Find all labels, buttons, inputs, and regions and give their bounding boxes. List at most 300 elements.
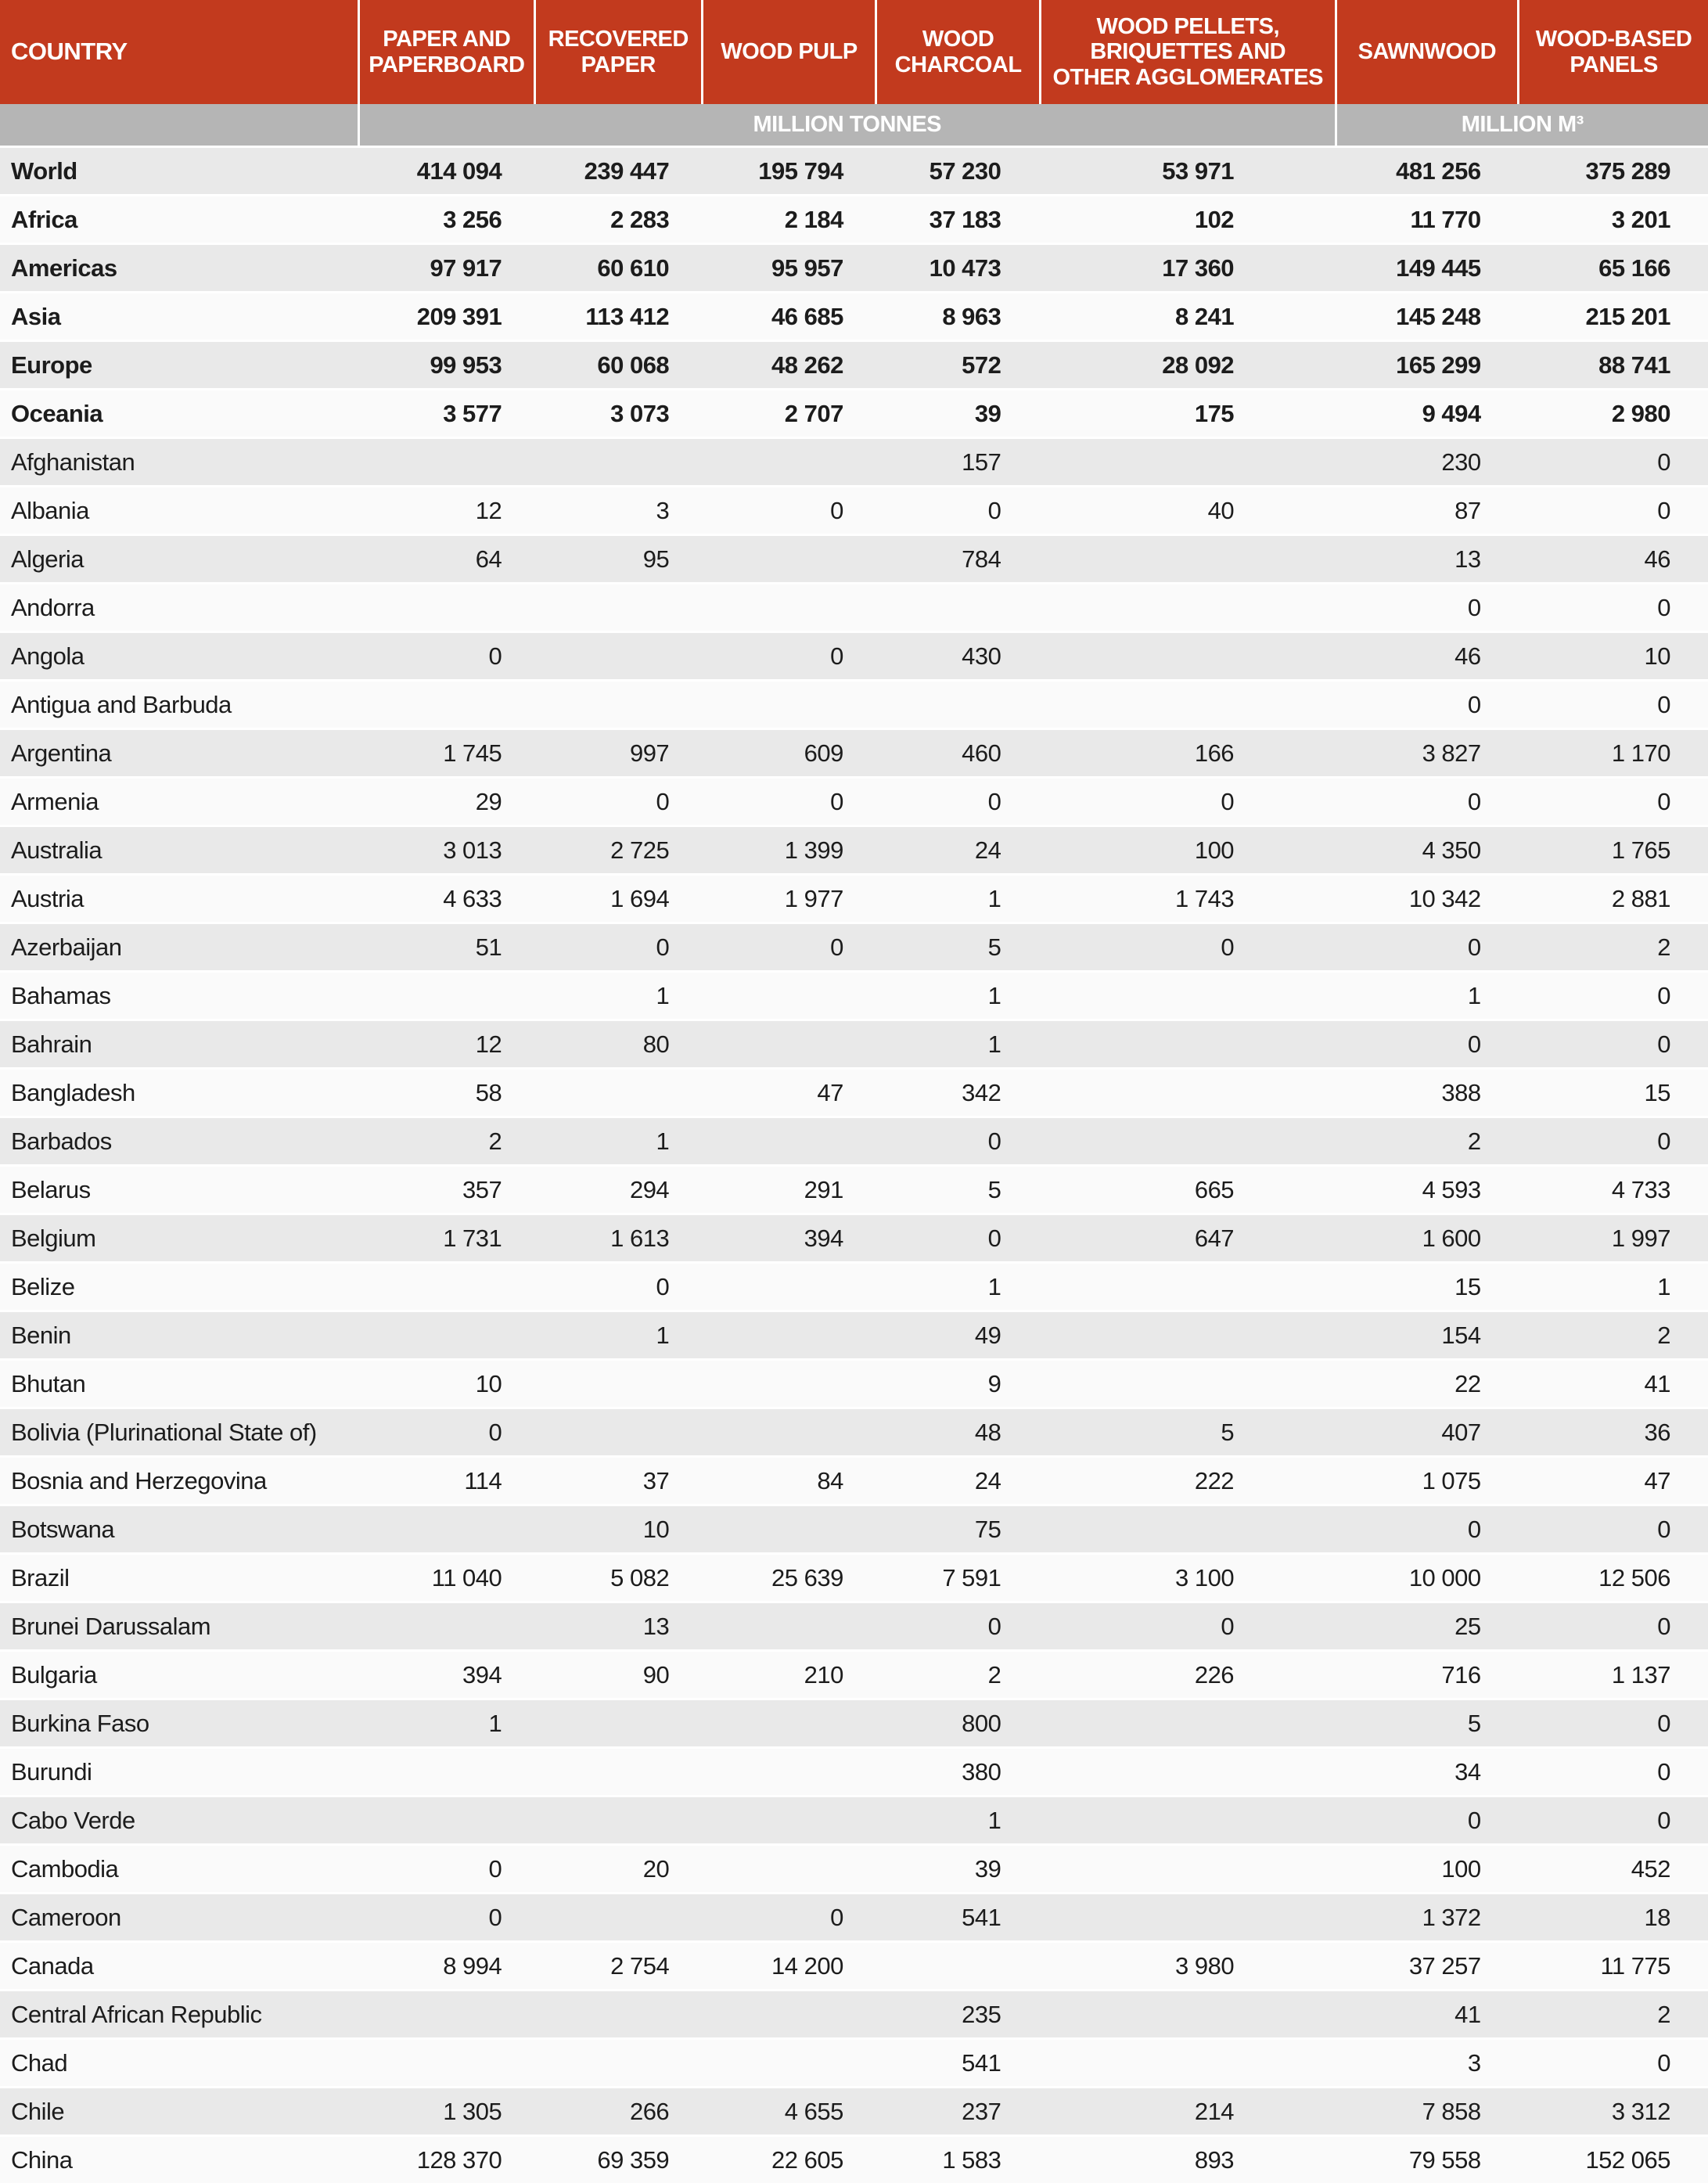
value-cell: 0 [534, 778, 702, 826]
value-cell: 99 953 [358, 341, 534, 390]
value-cell: 0 [1040, 923, 1336, 972]
value-cell: 14 200 [702, 1942, 876, 1991]
value-cell: 13 [1336, 535, 1519, 584]
value-cell: 4 655 [702, 2088, 876, 2136]
value-cell: 34 [1336, 1748, 1519, 1796]
table-row [0, 1796, 1708, 1845]
value-cell: 152 065 [1519, 2136, 1708, 2183]
value-cell: 24 [876, 1457, 1041, 1505]
value-cell: 8 994 [358, 1942, 534, 1991]
country-cell: Brunei Darussalam [0, 1602, 358, 1651]
value-cell: 460 [876, 729, 1041, 778]
value-cell [534, 1360, 702, 1408]
value-cell [534, 681, 702, 729]
value-cell: 157 [876, 438, 1041, 487]
value-cell: 12 [358, 487, 534, 535]
unit-cell-empty [0, 104, 358, 147]
value-cell: 380 [876, 1748, 1041, 1796]
country-cell: China [0, 2136, 358, 2183]
value-cell: 0 [1519, 438, 1708, 487]
table-row [0, 1408, 1708, 1457]
table-row [0, 1263, 1708, 1311]
value-cell [534, 2039, 702, 2088]
value-cell: 0 [876, 1214, 1041, 1263]
value-cell: 28 092 [1040, 341, 1336, 390]
value-cell: 46 685 [702, 293, 876, 341]
value-cell [358, 1991, 534, 2039]
value-cell [1040, 972, 1336, 1020]
value-cell: 100 [1040, 826, 1336, 875]
value-cell: 24 [876, 826, 1041, 875]
value-cell: 97 917 [358, 244, 534, 293]
unit-cell-million-tonnes: MILLION TONNES [358, 104, 1336, 147]
value-cell [1040, 1748, 1336, 1796]
value-cell: 145 248 [1336, 293, 1519, 341]
value-cell: 39 [876, 1845, 1041, 1893]
value-cell: 100 [1336, 1845, 1519, 1893]
value-cell: 9 [876, 1360, 1041, 1408]
value-cell: 0 [1519, 1699, 1708, 1748]
value-cell [534, 1408, 702, 1457]
value-cell: 11 775 [1519, 1942, 1708, 1991]
value-cell: 0 [1519, 1602, 1708, 1651]
value-cell: 375 289 [1519, 147, 1708, 196]
value-cell [1040, 535, 1336, 584]
value-cell: 5 [876, 1166, 1041, 1214]
unit-cell-million-m3: MILLION M³ [1336, 104, 1708, 147]
value-cell [534, 1699, 702, 1748]
value-cell: 46 [1519, 535, 1708, 584]
value-cell: 114 [358, 1457, 534, 1505]
table-row [0, 632, 1708, 681]
value-cell: 414 094 [358, 147, 534, 196]
value-cell: 2 754 [534, 1942, 702, 1991]
value-cell [534, 632, 702, 681]
value-cell: 3 312 [1519, 2088, 1708, 2136]
value-cell: 95 957 [702, 244, 876, 293]
value-cell: 64 [358, 535, 534, 584]
value-cell: 39 [876, 390, 1041, 438]
table-row [0, 778, 1708, 826]
value-cell: 12 506 [1519, 1554, 1708, 1602]
value-cell: 2 [358, 1117, 534, 1166]
value-cell: 0 [1336, 778, 1519, 826]
value-cell: 997 [534, 729, 702, 778]
value-cell [876, 1942, 1041, 1991]
country-cell: Burundi [0, 1748, 358, 1796]
table-row [0, 1893, 1708, 1942]
value-cell: 893 [1040, 2136, 1336, 2183]
table-row [0, 2039, 1708, 2088]
value-cell: 0 [1336, 923, 1519, 972]
country-cell: Azerbaijan [0, 923, 358, 972]
value-cell: 0 [1336, 1796, 1519, 1845]
value-cell: 0 [1519, 1505, 1708, 1554]
value-cell: 57 230 [876, 147, 1041, 196]
value-cell [1040, 584, 1336, 632]
value-cell: 87 [1336, 487, 1519, 535]
value-cell: 149 445 [1336, 244, 1519, 293]
value-cell: 394 [702, 1214, 876, 1263]
country-cell: Americas [0, 244, 358, 293]
table-row [0, 1457, 1708, 1505]
value-cell: 215 201 [1519, 293, 1708, 341]
table-row [0, 438, 1708, 487]
country-cell: Algeria [0, 535, 358, 584]
value-cell: 37 183 [876, 196, 1041, 244]
value-cell: 9 494 [1336, 390, 1519, 438]
value-cell: 17 360 [1040, 244, 1336, 293]
country-cell: Andorra [0, 584, 358, 632]
value-cell: 2 [1519, 1991, 1708, 2039]
value-cell [1040, 1117, 1336, 1166]
value-cell [1040, 1020, 1336, 1069]
country-cell: Bolivia (Plurinational State of) [0, 1408, 358, 1457]
value-cell: 20 [534, 1845, 702, 1893]
value-cell: 8 241 [1040, 293, 1336, 341]
value-cell: 37 [534, 1457, 702, 1505]
column-header: WOOD PULP [702, 0, 876, 104]
value-cell: 230 [1336, 438, 1519, 487]
value-cell: 1 [534, 972, 702, 1020]
column-header: WOOD-BASED PANELS [1519, 0, 1708, 104]
country-cell: Belize [0, 1263, 358, 1311]
value-cell: 11 040 [358, 1554, 534, 1602]
header-row [0, 0, 1708, 104]
value-cell: 226 [1040, 1651, 1336, 1699]
value-cell: 175 [1040, 390, 1336, 438]
value-cell: 41 [1336, 1991, 1519, 2039]
value-cell: 0 [702, 923, 876, 972]
value-cell [702, 438, 876, 487]
country-cell: Angola [0, 632, 358, 681]
value-cell: 5 [1040, 1408, 1336, 1457]
value-cell: 1 731 [358, 1214, 534, 1263]
country-cell: Cameroon [0, 1893, 358, 1942]
value-cell: 195 794 [702, 147, 876, 196]
value-cell: 88 741 [1519, 341, 1708, 390]
value-cell [534, 1796, 702, 1845]
value-cell [358, 681, 534, 729]
value-cell [358, 584, 534, 632]
value-cell: 5 [876, 923, 1041, 972]
value-cell: 0 [702, 632, 876, 681]
value-cell: 5 [1336, 1699, 1519, 1748]
value-cell: 784 [876, 535, 1041, 584]
value-cell: 37 257 [1336, 1942, 1519, 1991]
country-cell: Canada [0, 1942, 358, 1991]
value-cell: 0 [1336, 681, 1519, 729]
value-cell [702, 1117, 876, 1166]
value-cell: 3 [534, 487, 702, 535]
column-header: PAPER AND PAPERBOARD [358, 0, 534, 104]
value-cell [1040, 1263, 1336, 1311]
table-row [0, 875, 1708, 923]
value-cell [702, 584, 876, 632]
table-row [0, 390, 1708, 438]
value-cell: 90 [534, 1651, 702, 1699]
country-cell: Armenia [0, 778, 358, 826]
value-cell: 222 [1040, 1457, 1336, 1505]
value-cell [358, 1748, 534, 1796]
table-row [0, 2136, 1708, 2183]
value-cell: 102 [1040, 196, 1336, 244]
value-cell [702, 972, 876, 1020]
value-cell [1040, 1845, 1336, 1893]
value-cell [534, 1748, 702, 1796]
value-cell: 1 [876, 972, 1041, 1020]
value-cell: 0 [1519, 1117, 1708, 1166]
value-cell [358, 1505, 534, 1554]
value-cell: 1 [1519, 1263, 1708, 1311]
value-cell: 95 [534, 535, 702, 584]
value-cell: 1 [1336, 972, 1519, 1020]
value-cell: 407 [1336, 1408, 1519, 1457]
value-cell: 0 [876, 1117, 1041, 1166]
value-cell: 4 733 [1519, 1166, 1708, 1214]
value-cell: 12 [358, 1020, 534, 1069]
value-cell [702, 1311, 876, 1360]
value-cell: 1 743 [1040, 875, 1336, 923]
value-cell [1040, 1069, 1336, 1117]
value-cell: 237 [876, 2088, 1041, 2136]
value-cell: 7 591 [876, 1554, 1041, 1602]
value-cell [1040, 1311, 1336, 1360]
value-cell: 53 971 [1040, 147, 1336, 196]
value-cell: 3 256 [358, 196, 534, 244]
value-cell: 2 [1519, 923, 1708, 972]
value-cell: 3 577 [358, 390, 534, 438]
value-cell: 665 [1040, 1166, 1336, 1214]
table-row [0, 1942, 1708, 1991]
value-cell: 128 370 [358, 2136, 534, 2183]
value-cell: 69 359 [534, 2136, 702, 2183]
value-cell: 79 558 [1336, 2136, 1519, 2183]
column-header: SAWNWOOD [1336, 0, 1519, 104]
table-row [0, 1166, 1708, 1214]
value-cell [702, 1845, 876, 1893]
value-cell: 80 [534, 1020, 702, 1069]
value-cell: 8 963 [876, 293, 1041, 341]
value-cell [702, 2039, 876, 2088]
value-cell: 2 881 [1519, 875, 1708, 923]
column-header-country: COUNTRY [0, 0, 358, 104]
value-cell [358, 2039, 534, 2088]
value-cell: 165 299 [1336, 341, 1519, 390]
value-cell: 394 [358, 1651, 534, 1699]
value-cell [1040, 1991, 1336, 2039]
country-cell: Cabo Verde [0, 1796, 358, 1845]
value-cell [702, 1602, 876, 1651]
value-cell: 0 [1336, 1505, 1519, 1554]
value-cell: 209 391 [358, 293, 534, 341]
country-cell: Botswana [0, 1505, 358, 1554]
country-cell: Afghanistan [0, 438, 358, 487]
country-cell: Belarus [0, 1166, 358, 1214]
value-cell: 291 [702, 1166, 876, 1214]
value-cell: 1 613 [534, 1214, 702, 1263]
country-cell: Benin [0, 1311, 358, 1360]
table-row [0, 729, 1708, 778]
value-cell: 65 166 [1519, 244, 1708, 293]
value-cell: 800 [876, 1699, 1041, 1748]
value-cell: 235 [876, 1991, 1041, 2039]
value-cell [1040, 632, 1336, 681]
country-cell: Bahamas [0, 972, 358, 1020]
value-cell: 1 977 [702, 875, 876, 923]
value-cell: 51 [358, 923, 534, 972]
value-cell [358, 1602, 534, 1651]
country-cell: Burkina Faso [0, 1699, 358, 1748]
table-row [0, 1699, 1708, 1748]
table-row [0, 1360, 1708, 1408]
country-cell: Europe [0, 341, 358, 390]
value-cell: 1 [876, 1796, 1041, 1845]
country-cell: Asia [0, 293, 358, 341]
value-cell: 1 583 [876, 2136, 1041, 2183]
value-cell: 0 [1519, 1796, 1708, 1845]
value-cell: 10 000 [1336, 1554, 1519, 1602]
table-row [0, 1020, 1708, 1069]
country-cell: Bosnia and Herzegovina [0, 1457, 358, 1505]
value-cell [1040, 1796, 1336, 1845]
value-cell: 7 858 [1336, 2088, 1519, 2136]
country-cell: Bangladesh [0, 1069, 358, 1117]
value-cell: 2 [1519, 1311, 1708, 1360]
table-row [0, 1117, 1708, 1166]
table-row [0, 1214, 1708, 1263]
column-header: WOOD PELLETS, BRIQUETTES AND OTHER AGGLOMERATES [1040, 0, 1336, 104]
value-cell [358, 1311, 534, 1360]
value-cell: 1 997 [1519, 1214, 1708, 1263]
country-cell: Albania [0, 487, 358, 535]
value-cell: 0 [1519, 972, 1708, 1020]
country-cell: Australia [0, 826, 358, 875]
value-cell: 22 605 [702, 2136, 876, 2183]
value-cell [702, 1748, 876, 1796]
value-cell: 154 [1336, 1311, 1519, 1360]
value-cell: 0 [534, 1263, 702, 1311]
value-cell: 1 600 [1336, 1214, 1519, 1263]
value-cell [876, 584, 1041, 632]
value-cell [534, 1893, 702, 1942]
value-cell: 294 [534, 1166, 702, 1214]
country-cell: Bahrain [0, 1020, 358, 1069]
value-cell: 0 [1040, 1602, 1336, 1651]
value-cell: 3 827 [1336, 729, 1519, 778]
value-cell: 0 [534, 923, 702, 972]
value-cell: 0 [876, 1602, 1041, 1651]
value-cell [702, 1505, 876, 1554]
value-cell: 0 [1336, 584, 1519, 632]
value-cell: 75 [876, 1505, 1041, 1554]
value-cell: 4 593 [1336, 1166, 1519, 1214]
country-cell: Chad [0, 2039, 358, 2088]
country-cell: Central African Republic [0, 1991, 358, 2039]
value-cell: 25 [1336, 1602, 1519, 1651]
value-cell [534, 1991, 702, 2039]
value-cell: 3 201 [1519, 196, 1708, 244]
value-cell: 48 262 [702, 341, 876, 390]
value-cell: 46 [1336, 632, 1519, 681]
country-cell: Africa [0, 196, 358, 244]
value-cell [1040, 438, 1336, 487]
value-cell: 0 [358, 1845, 534, 1893]
table-row [0, 923, 1708, 972]
value-cell: 1 305 [358, 2088, 534, 2136]
value-cell: 388 [1336, 1069, 1519, 1117]
value-cell: 40 [1040, 487, 1336, 535]
value-cell [702, 535, 876, 584]
value-cell: 0 [876, 487, 1041, 535]
table-row [0, 1991, 1708, 2039]
value-cell: 3 [1336, 2039, 1519, 2088]
table-row [0, 244, 1708, 293]
value-cell: 210 [702, 1651, 876, 1699]
value-cell: 22 [1336, 1360, 1519, 1408]
table-row [0, 535, 1708, 584]
unit-row [0, 104, 1708, 147]
value-cell [534, 438, 702, 487]
table-row [0, 826, 1708, 875]
value-cell: 2 184 [702, 196, 876, 244]
value-cell: 0 [1519, 681, 1708, 729]
value-cell: 15 [1519, 1069, 1708, 1117]
value-cell: 647 [1040, 1214, 1336, 1263]
table-row [0, 293, 1708, 341]
value-cell [702, 1263, 876, 1311]
value-cell: 0 [1519, 584, 1708, 632]
value-cell [358, 1796, 534, 1845]
value-cell: 1 [534, 1311, 702, 1360]
value-cell: 0 [1040, 778, 1336, 826]
column-header: RECOVERED PAPER [534, 0, 702, 104]
table-row [0, 681, 1708, 729]
table-row [0, 1311, 1708, 1360]
country-cell: Austria [0, 875, 358, 923]
value-cell: 47 [1519, 1457, 1708, 1505]
value-cell [1040, 681, 1336, 729]
value-cell [358, 438, 534, 487]
value-cell: 3 013 [358, 826, 534, 875]
value-cell: 3 073 [534, 390, 702, 438]
country-cell: Bhutan [0, 1360, 358, 1408]
value-cell [358, 972, 534, 1020]
value-cell: 1 075 [1336, 1457, 1519, 1505]
value-cell: 48 [876, 1408, 1041, 1457]
value-cell: 1 372 [1336, 1893, 1519, 1942]
value-cell: 1 [876, 1263, 1041, 1311]
value-cell: 1 745 [358, 729, 534, 778]
value-cell: 357 [358, 1166, 534, 1214]
value-cell: 1 765 [1519, 826, 1708, 875]
value-cell: 3 980 [1040, 1942, 1336, 1991]
table-row [0, 1554, 1708, 1602]
value-cell: 5 082 [534, 1554, 702, 1602]
value-cell: 0 [702, 778, 876, 826]
value-cell: 716 [1336, 1651, 1519, 1699]
value-cell: 10 [1519, 632, 1708, 681]
value-cell: 41 [1519, 1360, 1708, 1408]
value-cell: 1 [876, 875, 1041, 923]
value-cell: 0 [358, 1408, 534, 1457]
value-cell: 430 [876, 632, 1041, 681]
country-cell: Argentina [0, 729, 358, 778]
value-cell: 541 [876, 1893, 1041, 1942]
value-cell: 60 610 [534, 244, 702, 293]
value-cell: 2 980 [1519, 390, 1708, 438]
value-cell: 0 [1519, 487, 1708, 535]
